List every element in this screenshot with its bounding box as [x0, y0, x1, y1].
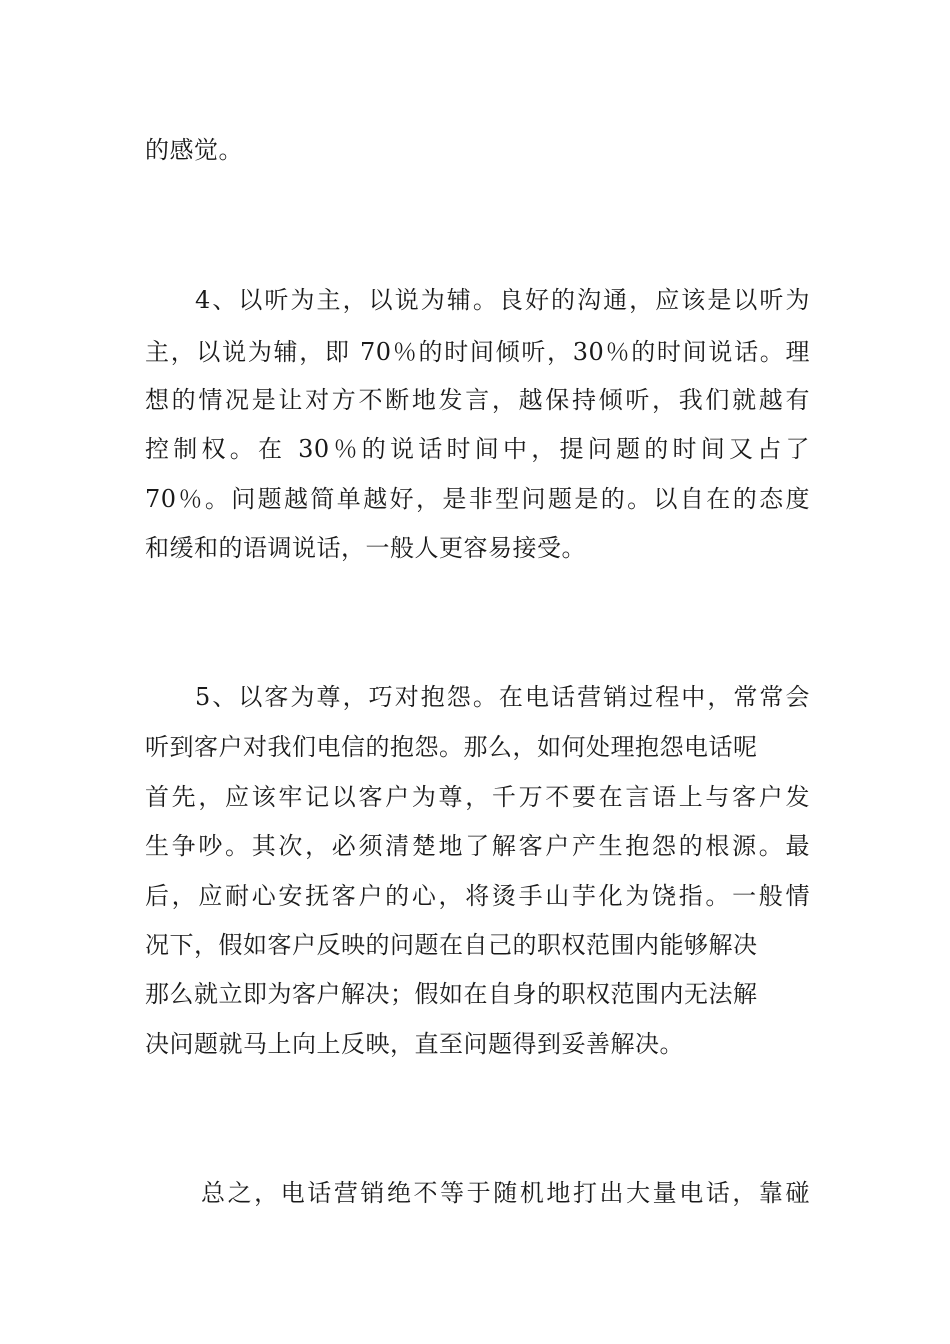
- paragraph-line: 5、以客为尊，巧对抱怨。在电话营销过程中，常常会: [195, 683, 810, 711]
- paragraph-line: 主，以说为辅，即 70％的时间倾听，30％的时间说话。理: [145, 338, 810, 366]
- paragraph-line: 和缓和的语调说话，一般人更容易接受。: [145, 534, 586, 562]
- paragraph-line: 控制权。在 30％的说话时间中，提问题的时间又占了: [145, 435, 810, 463]
- paragraph-line: 总之，电话营销绝不等于随机地打出大量电话，靠碰: [201, 1179, 810, 1207]
- intro-tail-text: 的感觉。: [145, 136, 243, 164]
- paragraph-line: 决问题就马上向上反映，直至问题得到妥善解决。: [145, 1030, 684, 1058]
- paragraph-line: 况下，假如客户反映的问题在自己的职权范围内能够解决: [145, 931, 758, 959]
- paragraph-line: 听到客户对我们电信的抱怨。那么，如何处理抱怨电话呢: [145, 733, 758, 761]
- paragraph-line: 后，应耐心安抚客户的心，将烫手山芋化为饶指。一般情: [145, 882, 810, 910]
- paragraph-line: 那么就立即为客户解决；假如在自身的职权范围内无法解: [145, 980, 758, 1008]
- paragraph-line: 70％。问题越简单越好，是非型问题是的。以自在的态度: [145, 485, 810, 513]
- paragraph-line: 4、以听为主，以说为辅。良好的沟通，应该是以听为: [195, 286, 810, 314]
- paragraph-line: 想的情况是让对方不断地发言，越保持倾听，我们就越有: [145, 386, 810, 414]
- paragraph-line: 首先，应该牢记以客户为尊，千万不要在言语上与客户发: [145, 783, 810, 811]
- paragraph-line: 生争吵。其次，必须清楚地了解客户产生抱怨的根源。最: [145, 832, 810, 860]
